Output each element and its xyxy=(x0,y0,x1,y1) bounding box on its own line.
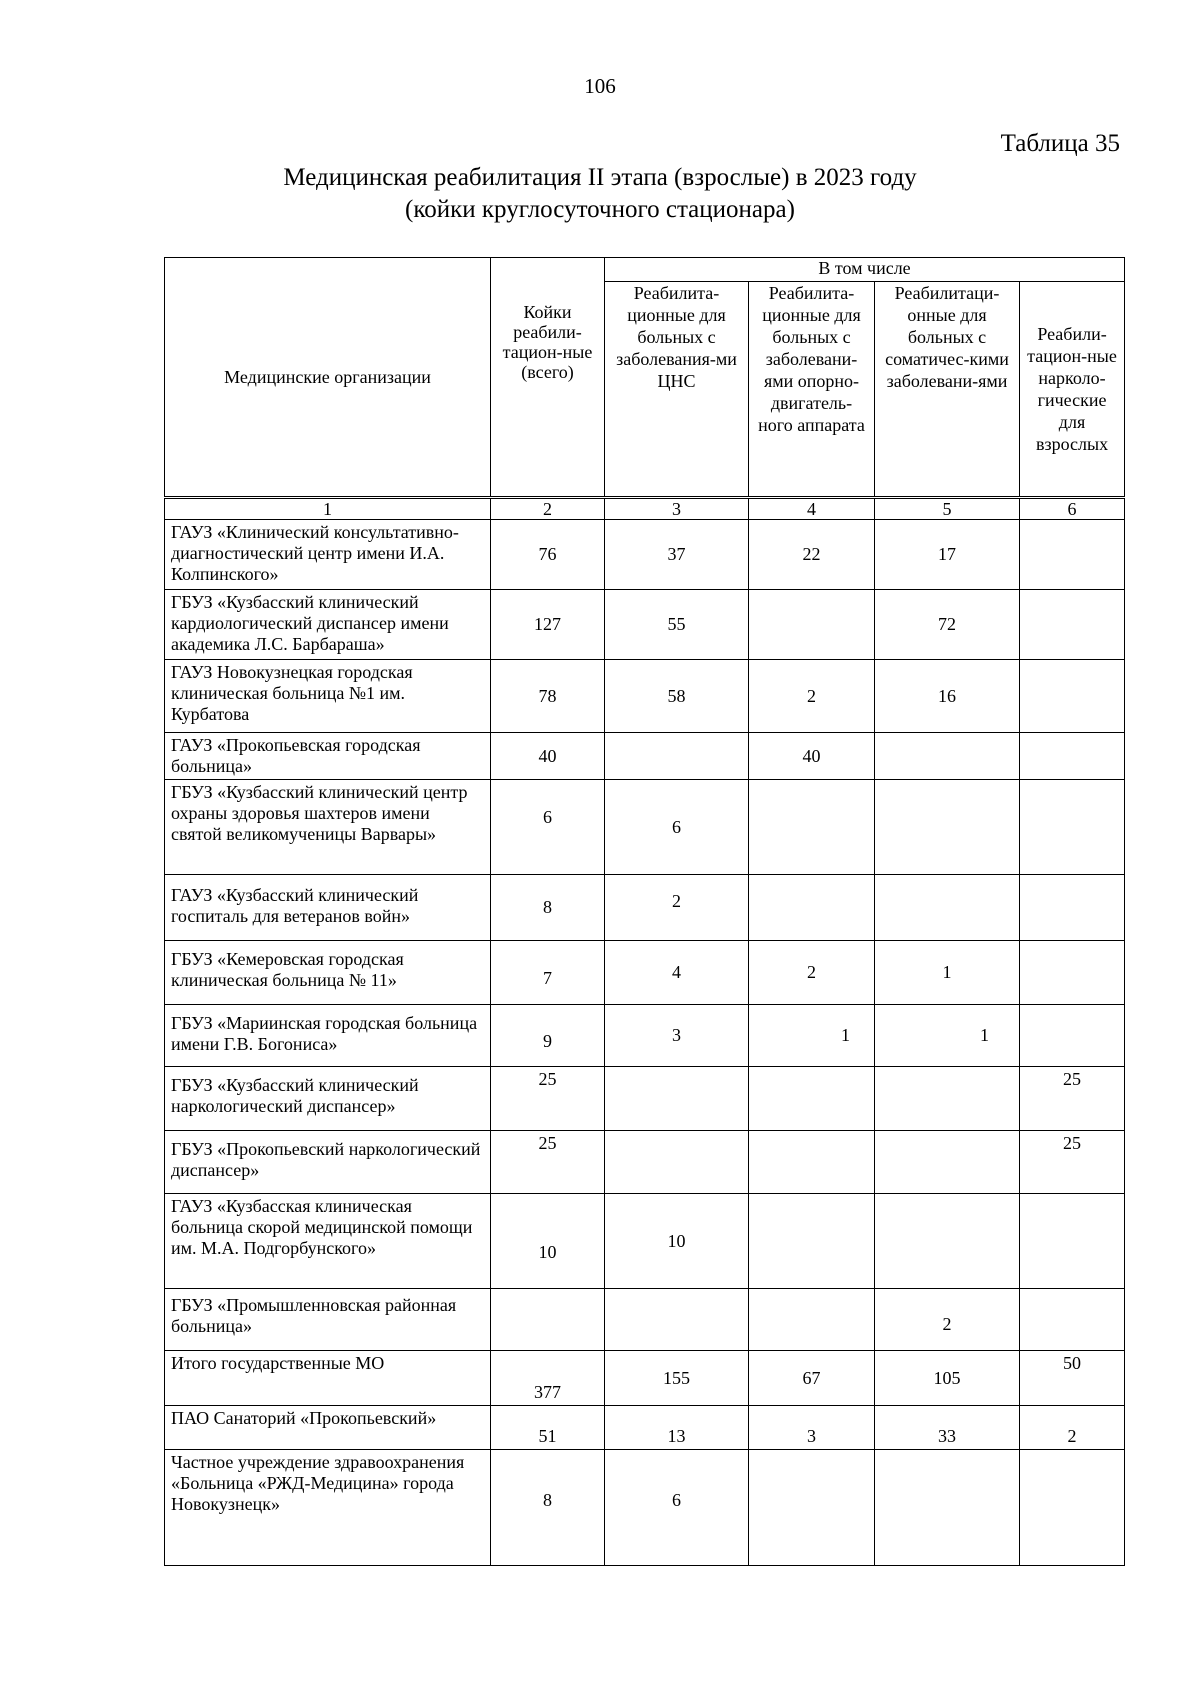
beds-total: 7 xyxy=(491,941,605,1005)
header-somatic: Реабилитаци-онные для больных с соматичес-кими заболевани-ями xyxy=(875,282,1020,498)
beds-somatic: 17 xyxy=(875,520,1020,590)
beds-total: 78 xyxy=(491,660,605,733)
org-name: ГБУЗ «Кузбасский клинический центр охраны здоровья шахтеров имени святой великомученицы Варвары» xyxy=(165,780,491,875)
beds-total: 6 xyxy=(491,780,605,875)
org-name: Частное учреждение здравоохранения «Больница «РЖД-Медицина» города Новокузнецк» xyxy=(165,1450,491,1566)
beds-narcological: 50 xyxy=(1020,1351,1125,1406)
beds-somatic xyxy=(875,780,1020,875)
beds-somatic: 72 xyxy=(875,590,1020,660)
org-name: ГАУЗ «Клинический консультативно-диагностический центр имени И.А. Колпинского» xyxy=(165,520,491,590)
beds-cns: 155 xyxy=(605,1351,749,1406)
beds-somatic xyxy=(875,1131,1020,1194)
header-cns: Реабилита-ционные для больных с заболевания-ми ЦНС xyxy=(605,282,749,498)
beds-cns xyxy=(605,1131,749,1194)
table-row xyxy=(165,660,1125,733)
beds-somatic xyxy=(875,733,1020,780)
org-name: ГАУЗ «Прокопьевская городская больница» xyxy=(165,733,491,780)
beds-cns: 3 xyxy=(605,1005,749,1067)
beds-somatic xyxy=(875,1067,1020,1131)
org-name: ГБУЗ «Мариинская городская больница имени Г.В. Богониса» xyxy=(165,1005,491,1067)
table-row xyxy=(165,941,1125,1005)
column-number: 4 xyxy=(749,498,875,520)
column-number: 3 xyxy=(605,498,749,520)
beds-somatic: 33 xyxy=(875,1406,1020,1450)
beds-total: 127 xyxy=(491,590,605,660)
org-name: ГАУЗ «Кузбасский клинический госпиталь для ветеранов войн» xyxy=(165,875,491,941)
beds-somatic xyxy=(875,1450,1020,1566)
beds-somatic xyxy=(875,1194,1020,1289)
org-name: ПАО Санаторий «Прокопьевский» xyxy=(165,1406,491,1450)
table-row xyxy=(165,1194,1125,1289)
beds-somatic: 2 xyxy=(875,1289,1020,1351)
table-row xyxy=(165,875,1125,941)
beds-narcological xyxy=(1020,875,1125,941)
beds-somatic: 1 xyxy=(875,941,1020,1005)
org-name: ГБУЗ «Промышленновская районная больница» xyxy=(165,1289,491,1351)
beds-musculoskeletal: 3 xyxy=(749,1406,875,1450)
beds-narcological xyxy=(1020,780,1125,875)
table-row xyxy=(165,1005,1125,1067)
beds-somatic xyxy=(875,875,1020,941)
beds-total: 8 xyxy=(491,875,605,941)
header-musculoskeletal: Реабилита-ционные для больных с заболевани-ями опорно-двигатель-ного аппарата xyxy=(749,282,875,498)
page-number: 106 xyxy=(584,74,616,98)
beds-total: 76 xyxy=(491,520,605,590)
table-row xyxy=(165,1406,1125,1450)
column-number: 2 xyxy=(491,498,605,520)
totals-row xyxy=(165,1351,1125,1406)
column-numbers-row xyxy=(165,498,1125,520)
beds-cns xyxy=(605,733,749,780)
beds-musculoskeletal: 2 xyxy=(749,941,875,1005)
title-line-2: (койки круглосуточного стационара) xyxy=(405,196,795,223)
table-row xyxy=(165,1289,1125,1351)
beds-cns: 10 xyxy=(605,1194,749,1289)
beds-cns: 6 xyxy=(605,780,749,875)
beds-total: 10 xyxy=(491,1194,605,1289)
beds-narcological xyxy=(1020,520,1125,590)
column-number: 6 xyxy=(1020,498,1125,520)
beds-total: 9 xyxy=(491,1005,605,1067)
beds-musculoskeletal: 67 xyxy=(749,1351,875,1406)
beds-narcological xyxy=(1020,1450,1125,1566)
beds-musculoskeletal xyxy=(749,1067,875,1131)
beds-musculoskeletal xyxy=(749,1131,875,1194)
beds-total: 51 xyxy=(491,1406,605,1450)
beds-cns: 37 xyxy=(605,520,749,590)
beds-total: 40 xyxy=(491,733,605,780)
beds-narcological xyxy=(1020,1194,1125,1289)
table-row xyxy=(165,590,1125,660)
beds-cns: 4 xyxy=(605,941,749,1005)
beds-narcological xyxy=(1020,660,1125,733)
beds-cns: 2 xyxy=(605,875,749,941)
beds-total: 25 xyxy=(491,1067,605,1131)
beds-narcological: 25 xyxy=(1020,1067,1125,1131)
beds-narcological: 2 xyxy=(1020,1406,1125,1450)
table-label: Таблица 35 xyxy=(1000,130,1120,157)
beds-narcological xyxy=(1020,1289,1125,1351)
header-including: В том числе xyxy=(605,258,1125,282)
beds-somatic: 16 xyxy=(875,660,1020,733)
beds-narcological xyxy=(1020,590,1125,660)
beds-narcological xyxy=(1020,733,1125,780)
org-name: ГБУЗ «Кузбасский клинический кардиологический диспансер имени академика Л.С. Барбараша» xyxy=(165,590,491,660)
beds-total: 377 xyxy=(491,1351,605,1406)
beds-musculoskeletal: 40 xyxy=(749,733,875,780)
column-number: 5 xyxy=(875,498,1020,520)
column-number: 1 xyxy=(165,498,491,520)
table-row xyxy=(165,1067,1125,1131)
table-title xyxy=(120,162,1080,226)
beds-cns xyxy=(605,1067,749,1131)
beds-narcological xyxy=(1020,1005,1125,1067)
beds-musculoskeletal xyxy=(749,590,875,660)
org-name: ГАУЗ Новокузнецкая городская клиническая больница №1 им. Курбатова xyxy=(165,660,491,733)
header-organizations: Медицинские организации xyxy=(165,258,491,498)
header-narcological: Реабили-тацион-ные нарколо-гические для взрослых xyxy=(1020,282,1125,498)
beds-musculoskeletal: 2 xyxy=(749,660,875,733)
org-name: ГБУЗ «Кемеровская городская клиническая больница № 11» xyxy=(165,941,491,1005)
org-name: ГБУЗ «Прокопьевский наркологический диспансер» xyxy=(165,1131,491,1194)
beds-musculoskeletal xyxy=(749,1289,875,1351)
beds-cns: 58 xyxy=(605,660,749,733)
beds-cns: 6 xyxy=(605,1450,749,1566)
beds-cns xyxy=(605,1289,749,1351)
header-beds-total: Койки реабили-тацион-ные (всего) xyxy=(491,258,605,498)
org-name: ГАУЗ «Кузбасская клиническая больница скорой медицинской помощи им. М.А. Подгорбунского» xyxy=(165,1194,491,1289)
beds-total: 8 xyxy=(491,1450,605,1566)
table-row xyxy=(165,1131,1125,1194)
table-row xyxy=(165,1450,1125,1566)
table-row xyxy=(165,520,1125,590)
title-line-1: Медицинская реабилитация II этапа (взрослые) в 2023 году xyxy=(283,164,917,191)
beds-total: 25 xyxy=(491,1131,605,1194)
table-row xyxy=(165,780,1125,875)
table-row xyxy=(165,733,1125,780)
rehabilitation-beds-table xyxy=(164,257,1125,1566)
beds-musculoskeletal: 22 xyxy=(749,520,875,590)
header-row-1 xyxy=(165,258,1125,282)
beds-somatic: 1 xyxy=(875,1005,1020,1067)
beds-narcological xyxy=(1020,941,1125,1005)
org-name: Итого государственные МО xyxy=(165,1351,491,1406)
beds-musculoskeletal xyxy=(749,1450,875,1566)
beds-total xyxy=(491,1289,605,1351)
beds-musculoskeletal xyxy=(749,1194,875,1289)
org-name: ГБУЗ «Кузбасский клинический наркологический диспансер» xyxy=(165,1067,491,1131)
beds-cns: 55 xyxy=(605,590,749,660)
beds-musculoskeletal: 1 xyxy=(749,1005,875,1067)
beds-narcological: 25 xyxy=(1020,1131,1125,1194)
beds-musculoskeletal xyxy=(749,780,875,875)
beds-cns: 13 xyxy=(605,1406,749,1450)
beds-musculoskeletal xyxy=(749,875,875,941)
beds-somatic: 105 xyxy=(875,1351,1020,1406)
